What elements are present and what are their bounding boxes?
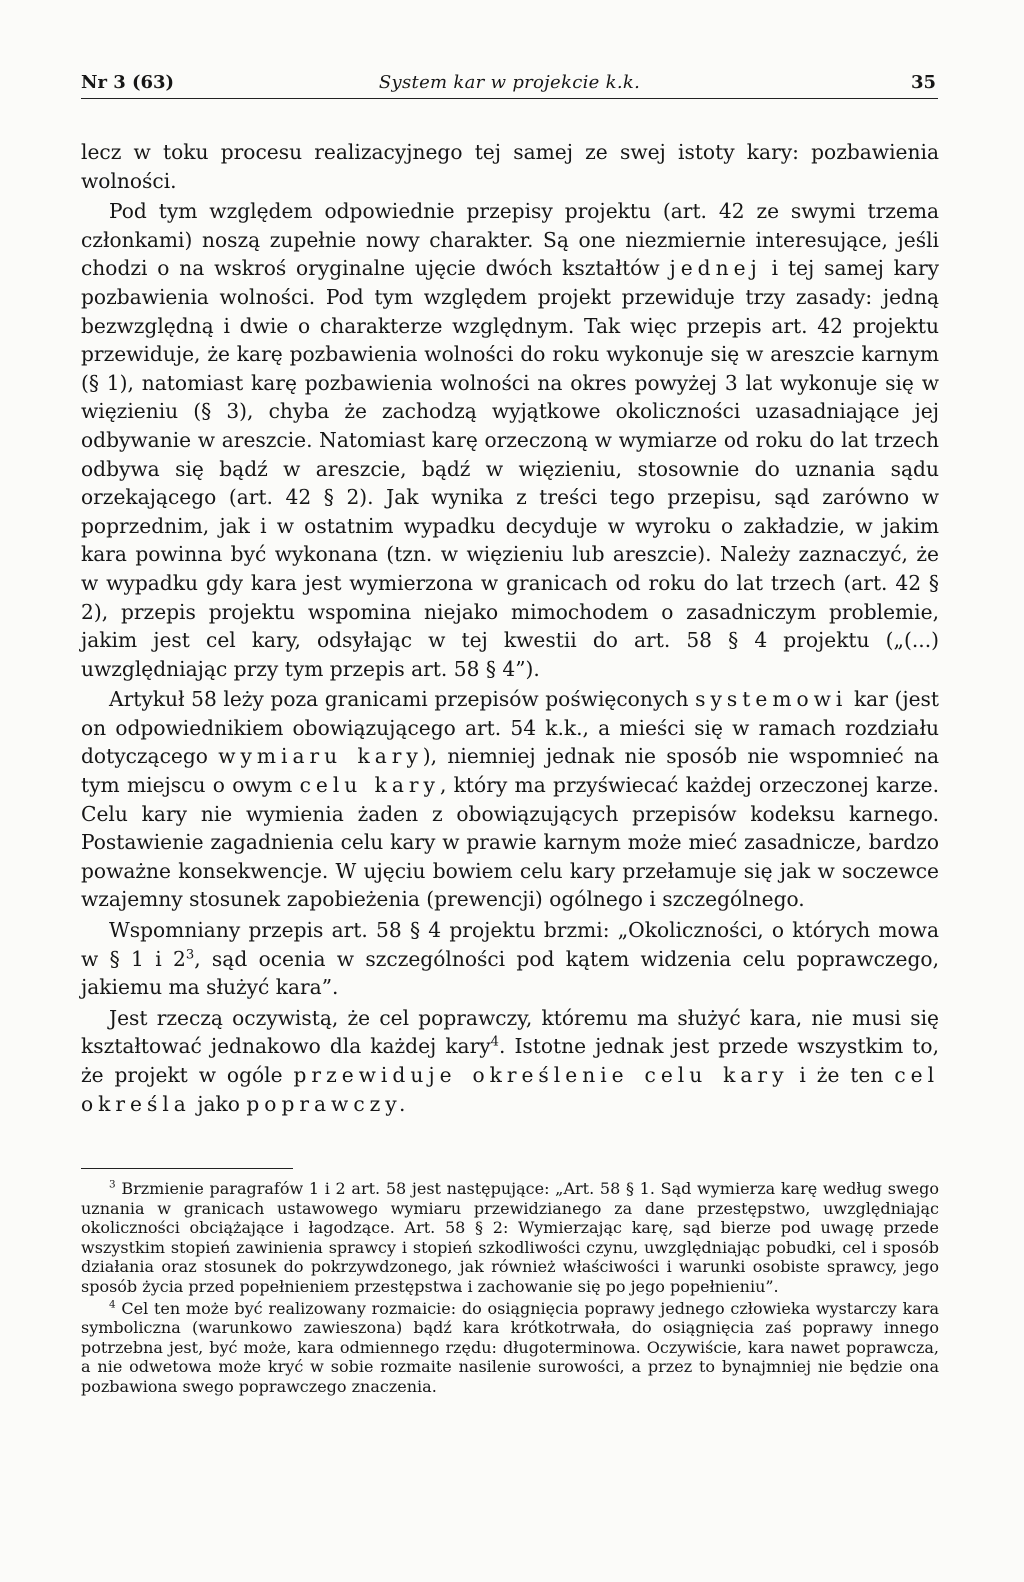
text-run: Pod tym względem odpowiednie przepisy projektu (art. 42 ze swymi trzema członkami) noszą zupełnie nowy charakter. Są one niezmiernie interesujące, jeśli chodzi o na wskroś oryginalne ujęcie dwóch kształtów <box>81 199 939 281</box>
footnote-separator <box>81 1168 293 1169</box>
paragraph <box>81 685 939 914</box>
issue-number: Nr 3 (63) <box>81 72 175 93</box>
paragraph <box>81 916 939 1002</box>
paragraph-continuation: lecz w toku procesu realizacyjnego tej samej ze swej istoty kary: pozbawienia wolności. <box>81 140 939 193</box>
running-title: System kar w projekcie k.k. <box>378 72 641 93</box>
spaced-emphasis: cel określa <box>81 1063 940 1116</box>
paragraph <box>81 1004 939 1118</box>
text-run: Jest rzeczą oczywistą, że cel poprawczy, któremu ma służyć kara, nie musi się kształtować jednakowo dla każdej kary <box>81 1005 939 1059</box>
footnote-3 <box>81 1179 939 1297</box>
text-run: kar (jest on odpowiednikiem obowiązującego art. 54 k.k., a mieści się w ramach rozdziału dotyczącego <box>81 687 940 769</box>
paragraph <box>81 197 939 683</box>
spaced-emphasis: przewiduje określenie celu kary <box>293 1063 789 1087</box>
spaced-emphasis: jednej <box>669 256 762 281</box>
text-run: . Istotne jednak jest przede wszystkim to, że projekt w ogóle <box>81 1034 939 1087</box>
text-run: i tej samej kary pozbawienia wolności. Pod tym względem projekt przewiduje trzy zasady: jedną bezwzględną i dwie o charakterze względnym. Tak więc przepis art. 42 projektu przewiduje, że karę pozbawienia wolności do roku wykonuje się w areszcie karnym (§ 1), natomiast karę pozbawienia wolności na okres powyżej 3 lat wykonuje się w więzieniu (§ 3), chyba że zachodzą wyjątkowe okoliczności uzasadniające jej odbywanie w areszcie. Natomiast karę orzeczoną w wymiarze od roku do lat trzech odbywa się bądź w areszcie, bądź w więzieniu, stosownie do uznania sądu orzekającego (art. 42 § 2). Jak wynika z treści tego przepisu, sąd zarówno w poprzednim, jak i w ostatnim wypadku decyduje w wyroku o zakładzie, w jakim kara powinna być wykonana (tzn. w więzieniu lub areszcie). Należy zaznaczyć, że w wypadku gdy kara jest wymierzona w granicach od roku do lat trzech (art. 42 § 2), przepis projektu wspomina niejako mimochodem o zasadniczym problemie, jakim jest cel kary, odsyłając w tej kwestii do art. 58 § 4 projektu („(...) uwzględniając przy tym przepis art. 58 § 4”). <box>81 256 940 681</box>
text-run: i że ten <box>799 1063 884 1087</box>
footnote-ref[interactable]: 3 <box>185 946 195 962</box>
spaced-emphasis: systemowi <box>695 687 848 712</box>
text-run: Artykuł 58 leży poza granicami przepisów poświęconych <box>109 687 689 712</box>
main-text <box>81 138 939 1120</box>
text-run: , sąd ocenia w szczególności pod kątem widzenia celu poprawczego, jakiemu ma służyć kara”. <box>81 946 939 1000</box>
text-run: , który ma przyświecać każdej orzeczonej karze. Celu kary nie wymienia żaden z obowiązujących przepisów kodeksu karnego. Postawienie zagadnienia celu kary w prawie karnym może mieć zasadnicze, bardzo poważne konsekwencje. W ujęciu bowiem celu kary przełamuje się jak w soczewce wzajemny stosunek zapobieżenia (prewencji) ogólnego i szczególnego. <box>81 773 939 912</box>
footnote-marker: 4 <box>109 1298 116 1311</box>
footnote-ref[interactable]: 4 <box>490 1034 500 1050</box>
spaced-emphasis: celu kary <box>299 773 440 798</box>
footnotes <box>81 1168 939 1399</box>
text-run: ), niemniej jednak nie sposób nie wspomnieć na tym miejscu o owym <box>81 744 939 798</box>
footnote-marker: 3 <box>109 1178 116 1191</box>
footnote-4 <box>81 1299 939 1397</box>
page-number: 35 <box>910 72 936 93</box>
text-run: jako <box>197 1091 240 1116</box>
spaced-emphasis: poprawczy. <box>246 1091 411 1116</box>
spaced-emphasis: wymiaru kary <box>218 744 423 769</box>
footnote-text: Brzmienie paragrafów 1 i 2 art. 58 jest następujące: „Art. 58 § 1. Sąd wymierza karę według swego uznania w granicach ustawowego wymiaru przewidzianego za dane przestępstwo, uwzględniając okoliczności obciążające i łagodzące. Art. 58 § 2: Wymierzając karę, sąd bierze pod uwagę przede wszystkim stopień zawinienia sprawcy i stopień szkodliwości czynu, uwzględniając pobudki, cel i sposób działania oraz stosunek do pokrzywdzonego, jak również właściwości i warunki osobiste sprawcy, jego sposób życia przed popełnieniem przestępstwa i zachowanie się po jego popełnieniu”. <box>81 1179 939 1296</box>
footnote-text: Cel ten może być realizowany rozmaicie: do osiągnięcia poprawy jednego człowieka wystarczy kara symboliczna (warunkowo zawieszona) bądź kara krótkotrwała, do osiągnięcia zaś poprawy innego potrzebna jest, być może, kara odmiennego rzędu: długoterminowa. Oczywiście, kara nawet poprawcza, a nie odwetowa może kryć w sobie rozmaite nasilenie surowości, a przez to bynajmniej nie będzie ona pozbawiona swego poprawczego znaczenia. <box>81 1298 940 1396</box>
text-run: Wspomniany przepis art. 58 § 4 projektu brzmi: „Okoliczności, o których mowa w § 1 i 2 <box>81 918 939 971</box>
running-header <box>81 70 938 99</box>
